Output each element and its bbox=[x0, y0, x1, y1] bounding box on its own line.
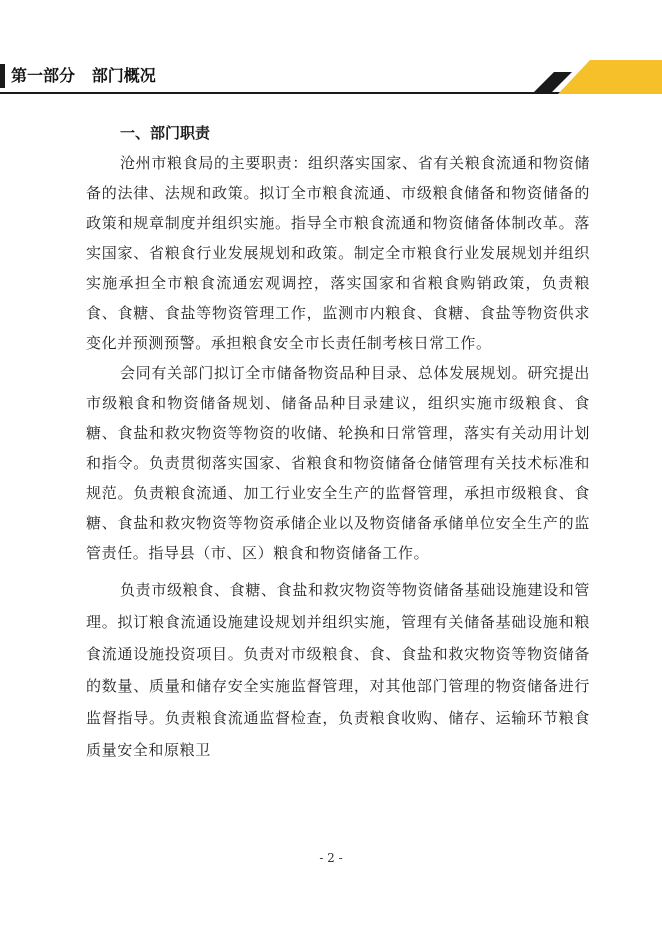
paragraph-3: 负责市级粮食、食糖、食盐和救灾物资等物资储备基础设施建设和管理。拟订粮食流通设施建设规划并组织实施，管理有关储备基础设施和粮食流通设施投资项目。负责对市级粮食、食、食盐和救灾物资等物资储备的数量、质量和储存安全实施监督管理，对其他部门管理的物资储备进行监督指导。负责粮食流通监督检查，负责粮食收购、储存、运输环节粮食质量安全和原粮卫 bbox=[86, 581, 590, 759]
document-body bbox=[86, 120, 590, 766]
header-decoration bbox=[502, 56, 662, 94]
decor-accent-band bbox=[558, 60, 662, 94]
header-title: 第一部分 部门概况 bbox=[11, 66, 156, 85]
page-number: - 2 - bbox=[319, 851, 343, 865]
paragraph-1: 沧州市粮食局的主要职责：组织落实国家、省有关粮食流通和物资储备的法律、法规和政策。拟订全市粮食流通、市级粮食储备和物资储备的政策和规章制度并组织实施。指导全市粮食流通和物资储备体制改革。落实国家、省粮食行业发展规划和政策。制定全市粮食行业发展规划并组织实施承担全市粮食流通宏观调控，落实国家和省粮食购销政策，负责粮食、食糖、食盐等物资管理工作，监测市内粮食、食糖、食盐等物资供求变化并预测预警。承担粮食安全市长责任制考核日常工作。 bbox=[86, 154, 590, 352]
header-marker-bar bbox=[0, 64, 5, 88]
section-heading: 一、部门职责 bbox=[120, 124, 211, 142]
paragraph-2: 会同有关部门拟订全市储备物资品种目录、总体发展规划。研究提出市级粮食和物资储备规划、储备品种目录建议，组织实施市级粮食、食糖、食盐和救灾物资等物资的收储、轮换和日常管理，落实有关动用计划和指令。负责贯彻落实国家、省粮食和物资储备仓储管理有关技术标准和规范。负责粮食流通、加工行业安全生产的监督管理，承担市级粮食、食糖、食盐和救灾物资等物资承储企业以及物资储备承储单位安全生产的监管责任。指导县（市、区）粮食和物资储备工作。 bbox=[86, 364, 590, 562]
page-header bbox=[0, 56, 662, 96]
